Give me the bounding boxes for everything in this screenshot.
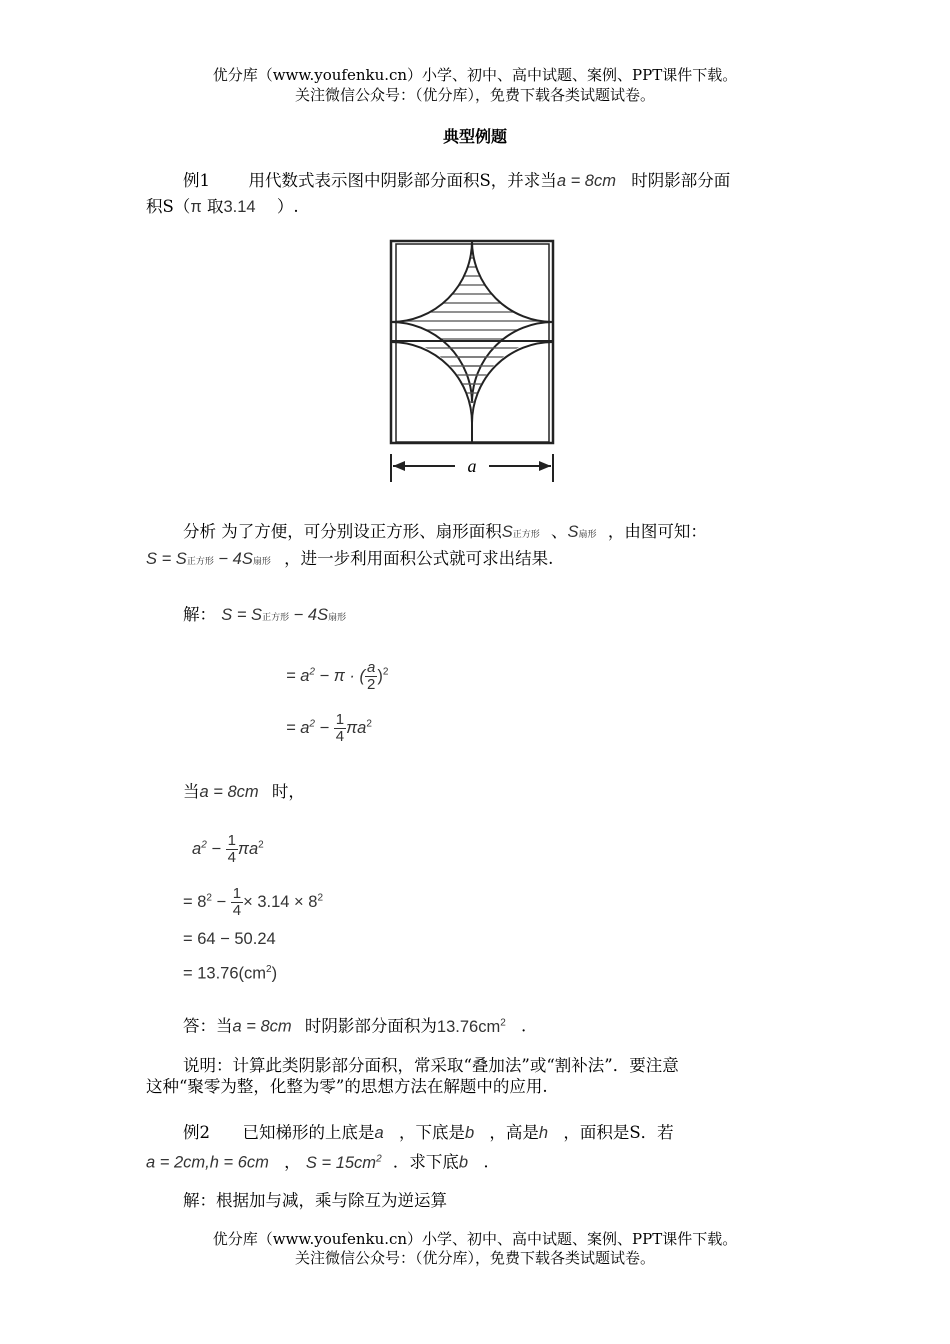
dim-arrow-left [393, 461, 405, 471]
solution-line2: = $a^2 - \pi$ · ( $\frac{a}{2}$ )$^2$ [286, 659, 389, 693]
solution-frac-1-4: $\frac{1}{4}$ [335, 711, 345, 745]
solution-label: 解： [183, 605, 216, 624]
dim-label: a [467, 456, 477, 476]
analysis-formula: S = S正方形 − 4S扇形 [146, 550, 271, 568]
example2-given2: $S = 15cm^2$ [305, 1153, 382, 1172]
solution-when: 当a = 8cm 时， [183, 782, 305, 801]
figure-square-arcs [385, 236, 565, 486]
footer-line-1: 优分库（www.youfenku.cn）小学、初中、高中试题、案例、PPT课件下载。 [212, 1230, 738, 1248]
analysis-text-a: 为了方便，可分别设正方形、扇形面积 [221, 522, 502, 541]
calc-line2: = $8^2$ − $\frac{1}{4}$ × $3.14 \times 8^2$ [183, 885, 324, 919]
answer-result: $13.76cm^2$ [436, 1017, 506, 1036]
header-line-2: 关注微信公众号：（优分库），免费下载各类试题试卷。 [294, 86, 655, 104]
example2-label: 例2 [183, 1123, 210, 1142]
analysis-sep: 、 [551, 522, 568, 541]
calc-line3: = 64 − 50.24 [183, 930, 276, 948]
example1-line1 [183, 170, 730, 192]
analysis-text-c: ，进一步利用面积公式就可求出结果. [284, 549, 554, 568]
example2-line1: 例2 已知梯形的上底是a ，下底是b ，高是h ，面积是S．若 [183, 1123, 674, 1142]
analysis-line1 [183, 521, 707, 546]
answer-val: a = 8cm [232, 1017, 292, 1036]
answer-line: 答：当a = 8cm 时阴影部分面积为$13.76cm^2$ . [183, 1016, 527, 1036]
answer-label: 答：当 [183, 1016, 233, 1036]
solution-frac-a-2: $\frac{a}{2}$ [366, 659, 376, 693]
note-line1: 说明：计算此类阴影部分面积，常采取“叠加法”或“割补法”．要注意 [183, 1056, 679, 1075]
analysis-s-sector: S扇形 [567, 523, 597, 541]
shaded-region-lower [395, 340, 549, 421]
header-line-1: 优分库（www.youfenku.cn）小学、初中、高中试题、案例、PPT课件下载。 [212, 66, 738, 84]
example1-pi: π [190, 198, 202, 216]
footer-line-2: 关注微信公众号：（优分库），免费下载各类试题试卷。 [294, 1249, 655, 1267]
example1-take: 取 [206, 197, 224, 216]
analysis-s-square: S正方形 [501, 523, 540, 541]
example2-given1: a = 2cm,h = 6cm [146, 1153, 269, 1172]
page-title: 典型例题 [442, 127, 507, 146]
solution-line1 [183, 604, 346, 629]
analysis-label: 分析 [183, 522, 216, 541]
calc-line1: $a^2$ − $\frac{1}{4}$ $\pi a^2$ [192, 832, 264, 866]
example1-line2 [146, 196, 299, 218]
example2-line2: a = 2cm,h = 6cm ， $S = 15cm^2$ ．求下底b . [146, 1152, 489, 1172]
example1-pi-value: 3.14 [223, 198, 256, 216]
example1-text-a: 用代数式表示图中阴影部分面积S，并求当 [248, 171, 557, 190]
answer-text: 时阴影部分面积为 [304, 1016, 437, 1036]
analysis-text-b: ，由图可知： [607, 522, 707, 541]
example1-close: ）. [276, 197, 299, 216]
example1-text-b: 时阴影部分面 [631, 171, 731, 190]
calc-line4: = $13.76(cm^2)$ [183, 964, 278, 983]
solution-formula-1: S = S正方形 − 4S扇形 [221, 606, 347, 624]
example1-text-c: 积S（ [146, 197, 191, 216]
solution2-line: 解：根据加与减，乘与除互为逆运算 [183, 1191, 447, 1210]
note-line2: 这种“聚零为整，化整为零”的思想方法在解题中的应用. [146, 1077, 548, 1096]
dim-arrow-right [539, 461, 551, 471]
example1-given: a = 8cm [556, 172, 616, 190]
analysis-line2 [146, 548, 553, 573]
example1-label: 例1 [183, 171, 210, 190]
solution-line3: = $a^2$ − $\frac{1}{4}$ $\pi a^2$ [286, 711, 372, 745]
